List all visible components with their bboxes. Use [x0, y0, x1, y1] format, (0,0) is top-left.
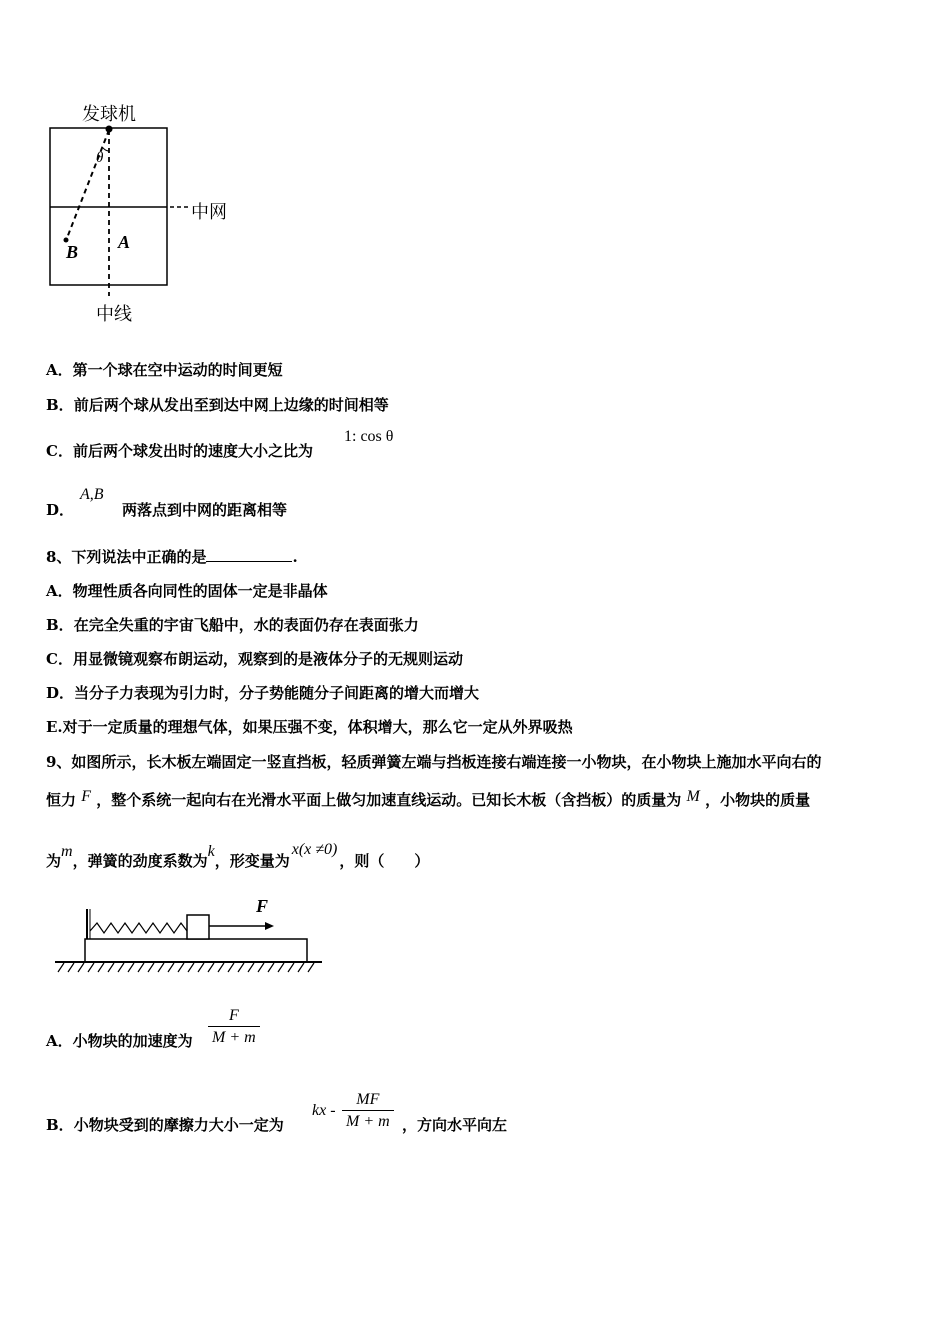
var-x: x(x ≠0): [291, 841, 338, 858]
q9-option-b: [46, 1115, 284, 1135]
q9-text-3a: 为: [46, 852, 62, 870]
q7-d-points: A,B: [80, 486, 104, 503]
q8-option-c: [46, 649, 463, 669]
spring-block-diagram: [50, 895, 330, 980]
option-letter: A．: [46, 582, 73, 600]
option-letter: B．: [46, 396, 74, 414]
small-block: [187, 915, 209, 939]
launcher-dot: [106, 126, 113, 133]
net-label: 中网: [191, 202, 227, 223]
launcher-label: 发球机: [82, 104, 136, 125]
q7-option-c: [46, 441, 313, 461]
var-m-lower: m: [61, 843, 73, 860]
option-text: 小物块的加速度为: [72, 1032, 193, 1050]
q8-option-a: [46, 581, 328, 601]
q9-text-3d: ，则（ ）: [339, 852, 430, 870]
q8-option-b: [46, 615, 419, 635]
force-label: F: [256, 896, 269, 916]
court-diagram: [40, 90, 260, 330]
option-letter: D．: [46, 684, 75, 702]
q9-b-fraction: [342, 1090, 394, 1133]
option-text: 对于一定质量的理想气体，如果压强不变，体积增大，那么它一定从外界吸热: [62, 718, 573, 736]
force-arrow-head: [265, 922, 274, 930]
centerline-label: 中线: [96, 304, 132, 325]
theta-label: θ: [96, 150, 104, 166]
q8-option-e: [46, 717, 573, 737]
stem-end: .: [292, 548, 298, 566]
q9-text-1: 9、如图所示，长木板左端固定一竖直挡板，轻质弹簧左端与挡板连接右端连接一小物块，在小物块上施加水平向右的: [46, 753, 822, 771]
option-text: 前后两个球从发出至到达中网上边缘的时间相等: [73, 396, 389, 414]
q9-text-2a: 恒力: [46, 791, 77, 809]
option-letter: B．: [46, 1116, 74, 1134]
fraction-denominator: M + m: [346, 1113, 390, 1130]
option-text: 小物块受到的摩擦力大小一定为: [73, 1116, 284, 1134]
var-f: F: [81, 788, 92, 805]
fraction-numerator: F: [228, 1007, 239, 1024]
option-text: 物理性质各向同性的固体一定是非晶体: [72, 582, 328, 600]
option-text: 两落点到中网的距离相等: [122, 501, 288, 519]
q7-c-ratio: 1: cos θ: [344, 428, 394, 445]
spring: [90, 923, 187, 933]
option-letter: D．: [46, 501, 75, 519]
option-letter: B．: [46, 616, 74, 634]
q9-line-3: [46, 841, 430, 872]
q9-option-a: [46, 1031, 193, 1051]
ground-hatching: [58, 963, 314, 972]
option-letter: A．: [46, 361, 73, 379]
q7-option-a: [46, 360, 283, 380]
var-k: k: [207, 843, 215, 860]
option-text: 用显微镜观察布朗运动，观察到的是液体分子的无规则运动: [72, 650, 463, 668]
option-text: 前后两个球发出时的速度大小之比为: [72, 442, 313, 460]
question-stem: 8、下列说法中正确的是: [46, 548, 207, 566]
option-text: 当分子力表现为引力时，分子势能随分子间距离的增大而增大: [74, 684, 480, 702]
q8-stem: [46, 547, 298, 567]
option-letter: A．: [46, 1032, 73, 1050]
var-m-upper: M: [686, 788, 700, 805]
trajectory-b: [67, 130, 109, 238]
q9-b-prefix: kx -: [312, 1102, 336, 1119]
q9-line-1: [46, 752, 821, 772]
q9-line-2: [46, 790, 810, 811]
answer-blank: [206, 547, 292, 562]
q7-option-b: [46, 395, 389, 415]
q9-a-fraction: [208, 1006, 260, 1049]
option-letter: E.: [46, 718, 63, 736]
long-board: [85, 939, 307, 962]
q8-option-d: [46, 683, 479, 703]
q9-text-2b: ，整个系统一起向右在光滑水平面上做匀加速直线运动。已知长木板（含挡板）的质量为: [96, 791, 682, 809]
option-text: 在完全失重的宇宙飞船中，水的表面仍存在表面张力: [73, 616, 419, 634]
option-letter: C．: [46, 442, 73, 460]
option-letter: C．: [46, 650, 73, 668]
fraction-numerator: MF: [356, 1091, 380, 1108]
fraction-denominator: M + m: [212, 1029, 256, 1046]
q9-b-suffix: ，方向水平向左: [402, 1116, 508, 1134]
q9-text-3c: ，形变量为: [214, 852, 290, 870]
q9-text-2c: ，小物块的质量: [705, 791, 811, 809]
point-a-label: A: [118, 232, 131, 252]
q9-text-3b: ，弹簧的劲度系数为: [72, 852, 208, 870]
point-b-label: B: [66, 242, 79, 262]
option-text: 第一个球在空中运动的时间更短: [72, 361, 283, 379]
